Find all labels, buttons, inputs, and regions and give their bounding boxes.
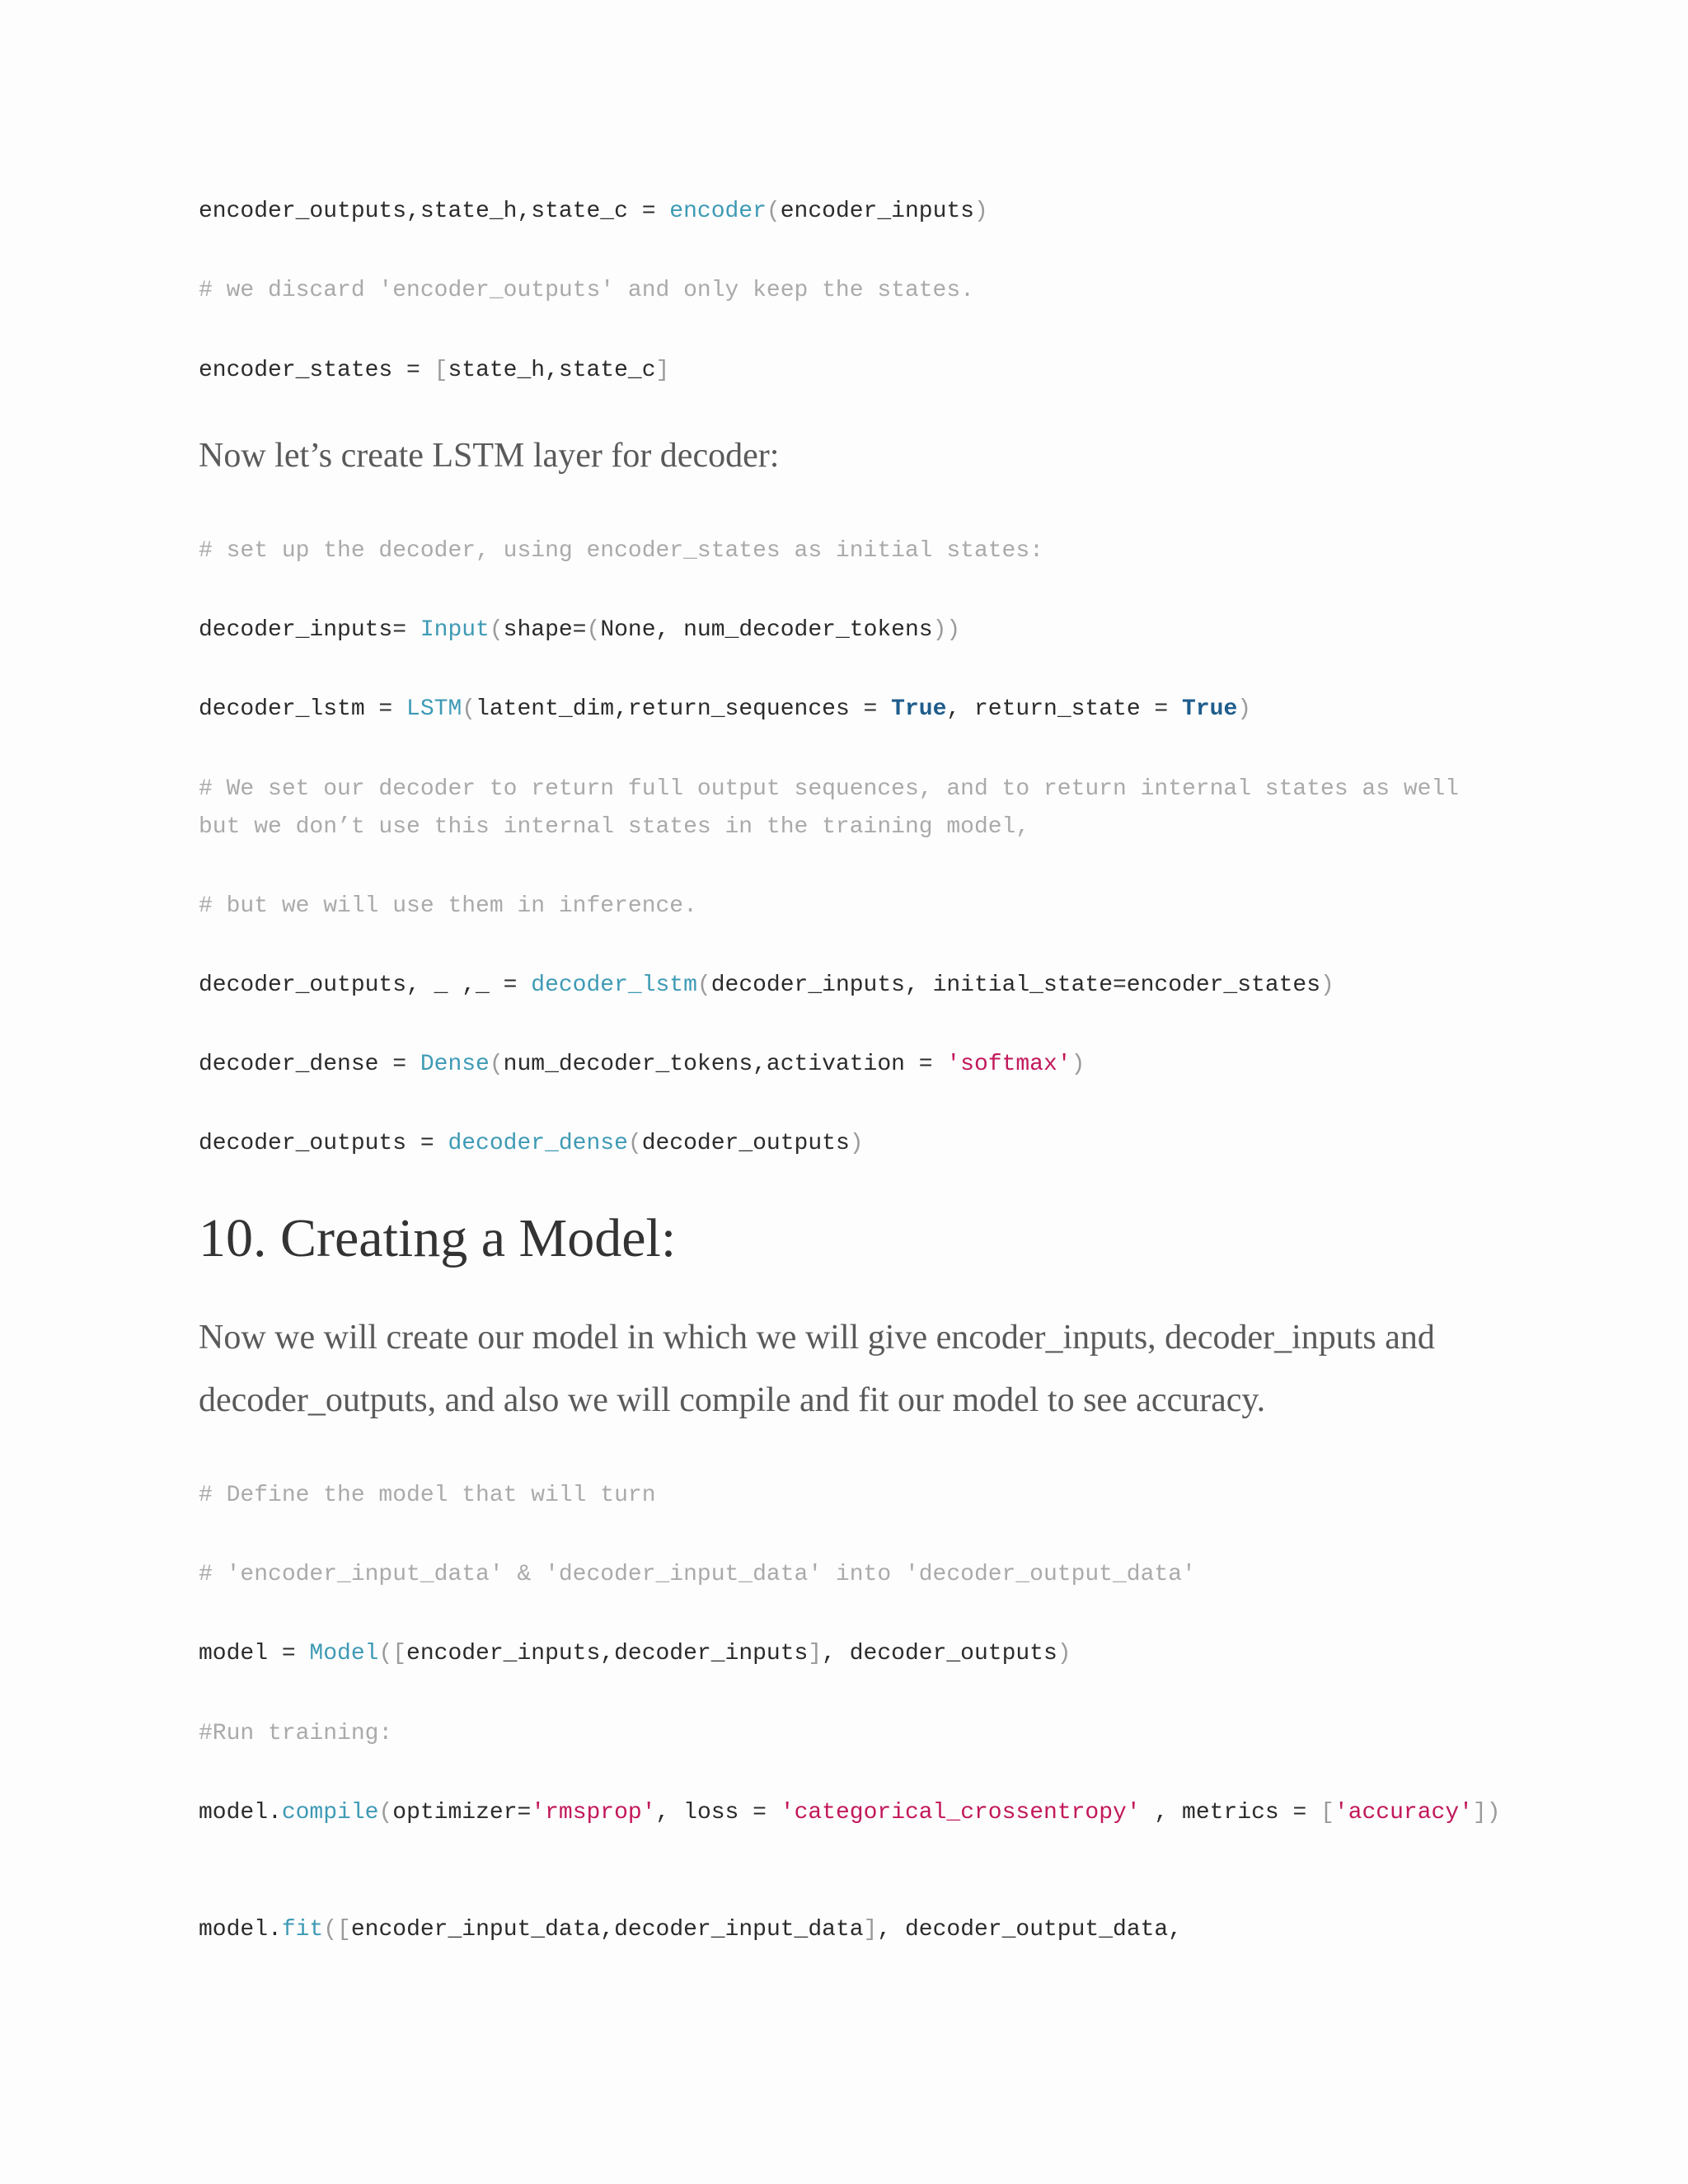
code-comment: # Define the model that will turn	[199, 1483, 656, 1508]
code-line: decoder_outputs, _ ,_ = decoder_lstm(decoder_inputs, initial_state=encoder_states)	[199, 972, 1334, 998]
code-line: encoder_outputs,state_h,state_c = encoder(encoder_inputs)	[199, 199, 988, 224]
code-comment: # 'encoder_input_data' & 'decoder_input_data' into 'decoder_output_data'	[199, 1562, 1196, 1587]
code-comment: #Run training:	[199, 1721, 393, 1746]
code-comment: # we discard 'encoder_outputs' and only keep the states.	[199, 278, 974, 303]
code-line: model.compile(optimizer='rmsprop', loss = 'categorical_crossentropy' , metrics = ['accuracy'])	[199, 1800, 1501, 1825]
section-heading: 10. Creating a Model:	[199, 1208, 677, 1268]
paragraph-lstm-intro: Now let’s create LSTM layer for decoder:	[199, 437, 780, 475]
code-line: decoder_dense = Dense(num_decoder_tokens,activation = 'softmax')	[199, 1052, 1085, 1077]
code-comment: # We set our decoder to return full output sequences, and to return internal states as well but we don’t use this internal states in the training model,	[199, 776, 1473, 840]
code-line: model.fit([encoder_input_data,decoder_input_data], decoder_output_data,	[199, 1917, 1183, 1943]
code-comment: # set up the decoder, using encoder_states as initial states:	[199, 538, 1043, 564]
code-line: decoder_outputs = decoder_dense(decoder_outputs)	[199, 1131, 864, 1156]
code-line: decoder_lstm = LSTM(latent_dim,return_sequences = True, return_state = True)	[199, 696, 1252, 722]
code-line: decoder_inputs= Input(shape=(None, num_decoder_tokens))	[199, 617, 961, 643]
code-comment: # but we will use them in inference.	[199, 893, 697, 919]
paragraph-model-intro: Now we will create our model in which we will give encoder_inputs, decoder_inputs and decoder_outputs, and also we will compile and fit our model to see accuracy.	[199, 1319, 1435, 1419]
code-line: encoder_states = [state_h,state_c]	[199, 358, 670, 383]
code-line: model = Model([encoder_inputs,decoder_inputs], decoder_outputs)	[199, 1641, 1071, 1666]
